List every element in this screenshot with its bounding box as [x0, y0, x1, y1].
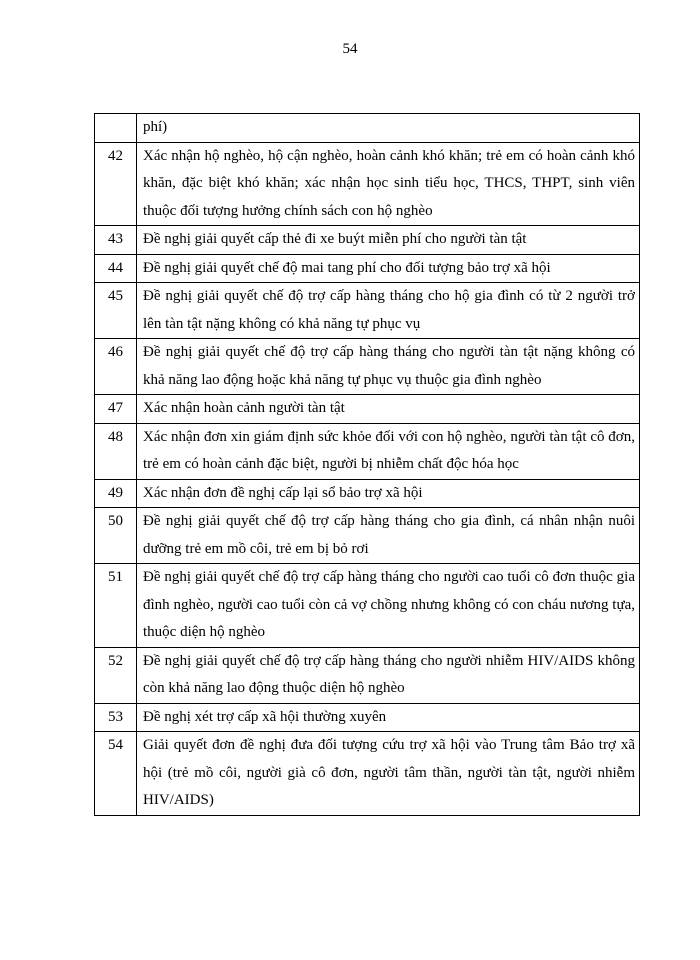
row-number: 44	[95, 254, 137, 283]
row-text: Xác nhận đơn đề nghị cấp lại sổ bảo trợ xã hội	[137, 479, 640, 508]
table-row	[95, 732, 640, 816]
table-row	[95, 395, 640, 424]
row-text: Giải quyết đơn đề nghị đưa đối tượng cứu trợ xã hội vào Trung tâm Bảo trợ xã hội (trẻ mồ côi, người già cô đơn, người tâm thần, người tàn tật, người nhiễm HIV/AIDS)	[137, 732, 640, 816]
row-text: Xác nhận đơn xin giám định sức khỏe đối với con hộ nghèo, người tàn tật cô đơn, trẻ em có hoàn cảnh đặc biệt, người bị nhiễm chất độc hóa học	[137, 423, 640, 479]
row-number: 43	[95, 226, 137, 255]
row-number: 42	[95, 142, 137, 226]
row-text: Đề nghị giải quyết chế độ trợ cấp hàng tháng cho người nhiễm HIV/AIDS không còn khả năng lao động thuộc diện hộ nghèo	[137, 647, 640, 703]
row-number: 53	[95, 703, 137, 732]
row-text: Đề nghị giải quyết chế độ trợ cấp hàng tháng cho người tàn tật nặng không có khả năng lao động hoặc khả năng tự phục vụ thuộc gia đình nghèo	[137, 339, 640, 395]
table-row	[95, 283, 640, 339]
table-row	[95, 423, 640, 479]
table-row	[95, 114, 640, 143]
row-number: 47	[95, 395, 137, 424]
row-number: 46	[95, 339, 137, 395]
table-row	[95, 254, 640, 283]
row-number: 45	[95, 283, 137, 339]
table-row	[95, 647, 640, 703]
row-text: Đề nghị giải quyết chế độ trợ cấp hàng tháng cho gia đình, cá nhân nhận nuôi dưỡng trẻ em mồ côi, trẻ em bị bỏ rơi	[137, 508, 640, 564]
page-number: 54	[342, 41, 358, 57]
row-text: Xác nhận hoàn cảnh người tàn tật	[137, 395, 640, 424]
row-text: Đề nghị giải quyết chế độ mai tang phí cho đối tượng bảo trợ xã hội	[137, 254, 640, 283]
row-text: Đề nghị giải quyết cấp thẻ đi xe buýt miễn phí cho người tàn tật	[137, 226, 640, 255]
row-text: Đề nghị giải quyết chế độ trợ cấp hàng tháng cho hộ gia đình có từ 2 người trở lên tàn tật nặng không có khả năng tự phục vụ	[137, 283, 640, 339]
row-number	[95, 114, 137, 143]
row-text: phí)	[137, 114, 640, 143]
row-text: Đề nghị giải quyết chế độ trợ cấp hàng tháng cho người cao tuổi cô đơn thuộc gia đình nghèo, người cao tuổi còn cả vợ chồng nhưng không có con cháu nương tựa, thuộc diện hộ nghèo	[137, 564, 640, 648]
row-number: 54	[95, 732, 137, 816]
table-row	[95, 703, 640, 732]
table-row	[95, 226, 640, 255]
table-row	[95, 564, 640, 648]
table-row	[95, 479, 640, 508]
procedures-table	[94, 113, 640, 816]
table-row	[95, 508, 640, 564]
row-number: 50	[95, 508, 137, 564]
row-number: 51	[95, 564, 137, 648]
table-row	[95, 142, 640, 226]
row-number: 52	[95, 647, 137, 703]
table-row	[95, 339, 640, 395]
row-text: Xác nhận hộ nghèo, hộ cận nghèo, hoàn cảnh khó khăn; trẻ em có hoàn cảnh khó khăn, đặc biệt khó khăn; xác nhận học sinh tiểu học, THCS, THPT, sinh viên thuộc đối tượng hưởng chính sách con hộ nghèo	[137, 142, 640, 226]
row-number: 49	[95, 479, 137, 508]
row-text: Đề nghị xét trợ cấp xã hội thường xuyên	[137, 703, 640, 732]
row-number: 48	[95, 423, 137, 479]
